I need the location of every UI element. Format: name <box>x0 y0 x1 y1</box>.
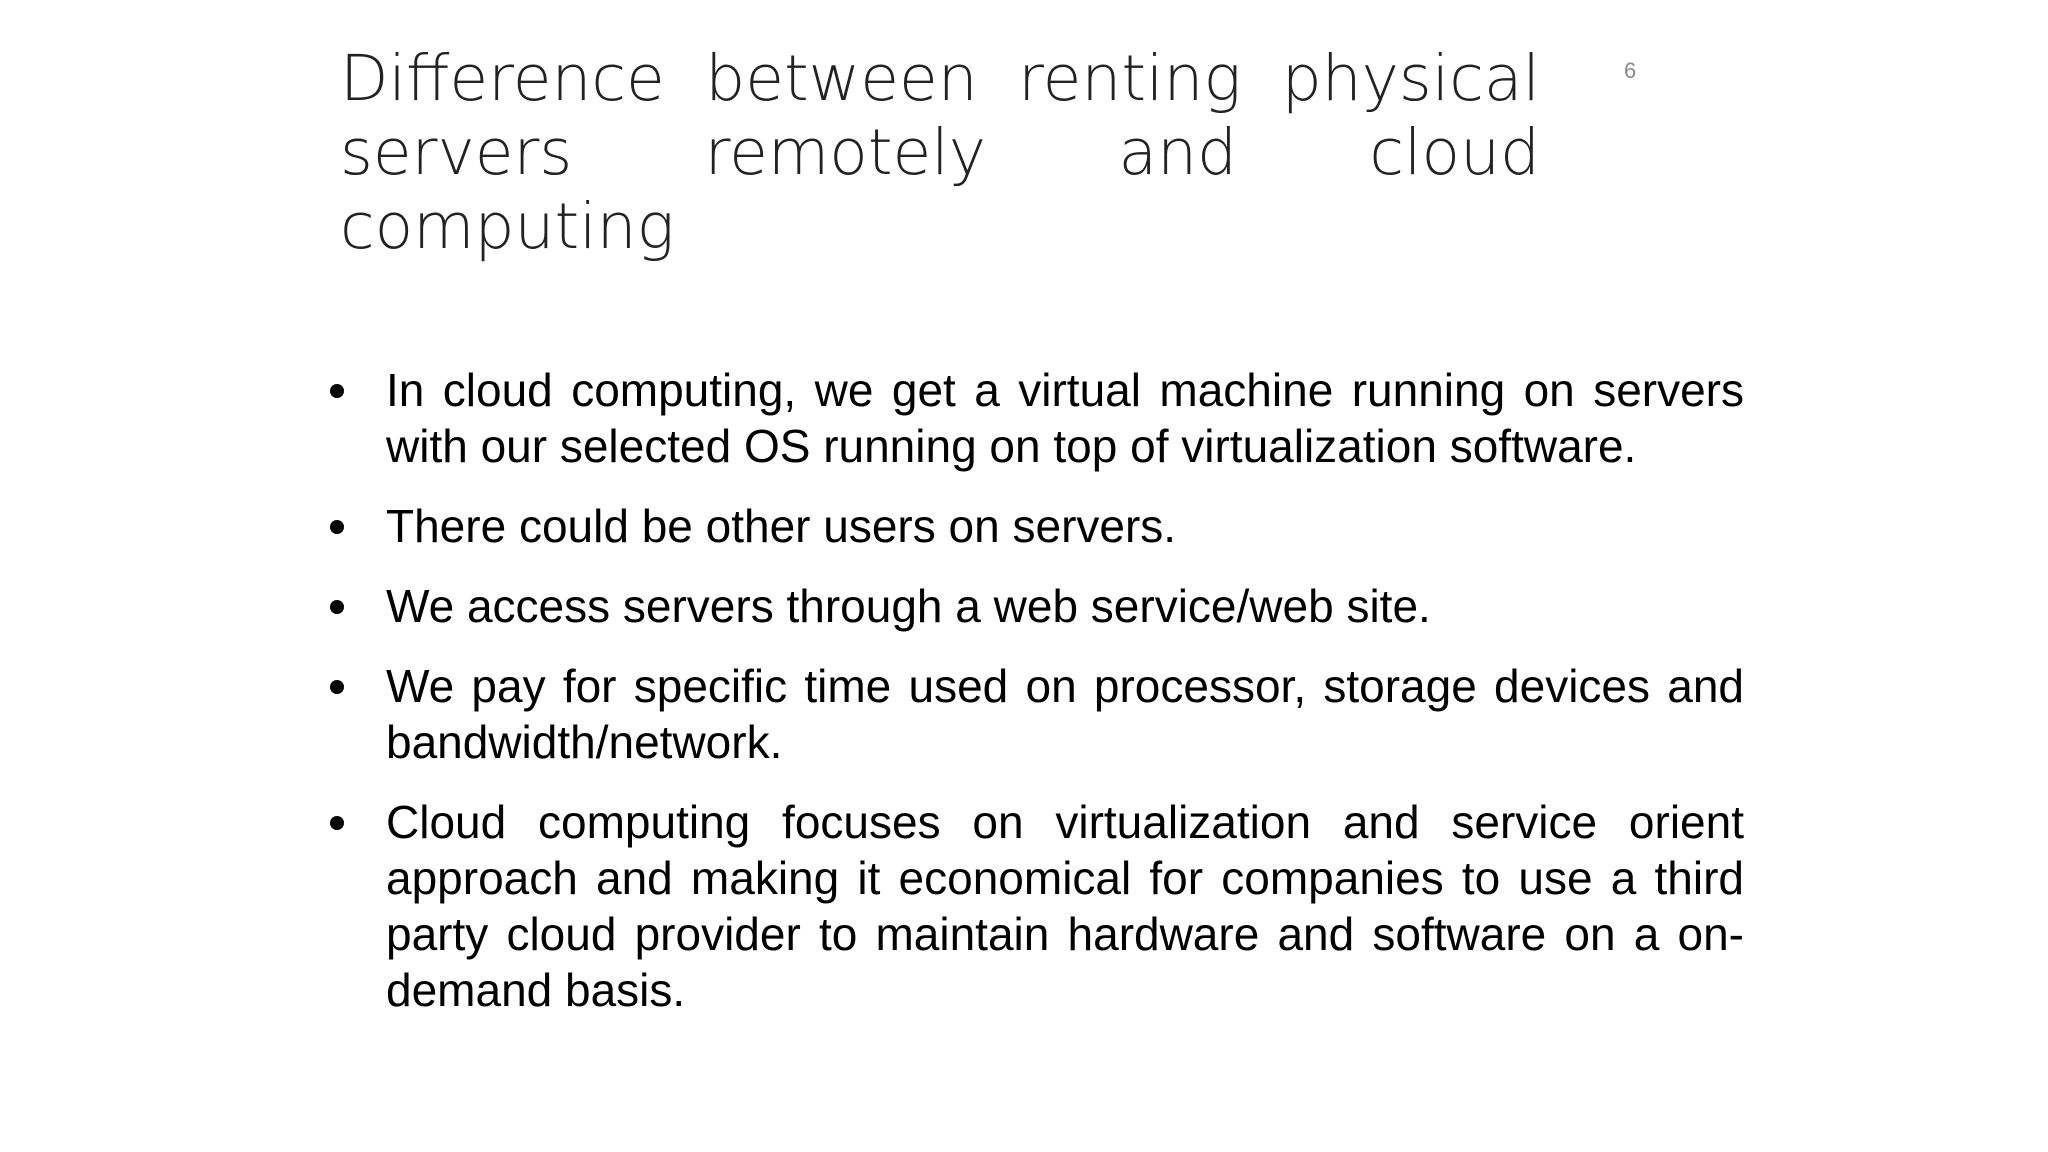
bullet-item <box>330 362 1744 474</box>
bullet-dot-icon <box>330 384 344 398</box>
bullet-item <box>330 498 1744 554</box>
bullet-text: We access servers through a web service/web site. <box>386 580 1431 632</box>
bullet-text: We pay for specific time used on processor, storage devices and bandwidth/network. <box>386 660 1744 768</box>
slide-title: Difference between renting physical servers remotely and cloud computing <box>340 42 1540 263</box>
bullet-item <box>330 658 1744 770</box>
bullet-item <box>330 794 1744 1018</box>
bullet-dot-icon <box>330 520 344 534</box>
bullet-dot-icon <box>330 600 344 614</box>
bullet-dot-icon <box>330 816 344 830</box>
bullet-dot-icon <box>330 680 344 694</box>
slide-number: 6 <box>1624 58 1637 83</box>
bullet-text: There could be other users on servers. <box>386 500 1177 552</box>
bullet-item <box>330 578 1744 634</box>
bullet-list <box>330 362 1744 1042</box>
bullet-text: In cloud computing, we get a virtual machine running on servers with our selected OS running on top of virtualization software. <box>386 364 1744 472</box>
bullet-text: Cloud computing focuses on virtualization and service orient approach and making it economical for companies to use a third party cloud provider to maintain hardware and software on a on-demand basis. <box>386 796 1744 1016</box>
